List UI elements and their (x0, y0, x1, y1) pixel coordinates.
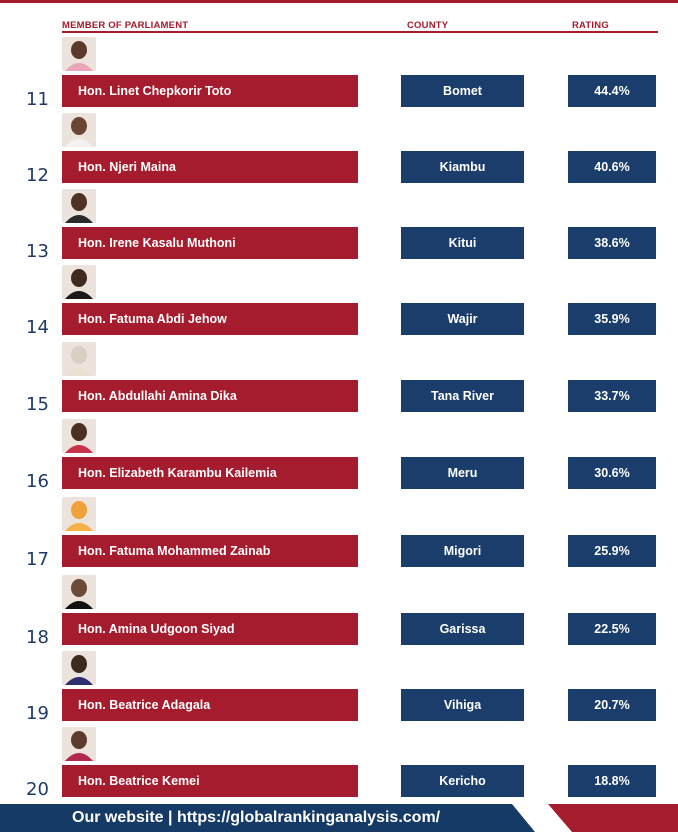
portrait-photo (62, 727, 96, 761)
rank-number: 13 (26, 241, 49, 262)
portrait-photo (62, 189, 96, 223)
county-label: Kericho (401, 765, 524, 797)
header-member: MEMBER OF PARLIAMENT (62, 20, 189, 31)
rating-value: 35.9% (568, 303, 656, 335)
county-label: Wajir (401, 303, 524, 335)
ranking-row (0, 265, 678, 337)
portrait-photo (62, 651, 96, 685)
ranking-row (0, 575, 678, 647)
rank-number: 18 (26, 627, 49, 648)
member-name: Hon. Irene Kasalu Muthoni (62, 227, 358, 259)
county-label: Bomet (401, 75, 524, 107)
rating-value: 30.6% (568, 457, 656, 489)
member-name: Hon. Fatuma Abdi Jehow (62, 303, 358, 335)
member-name: Hon. Elizabeth Karambu Kailemia (62, 457, 358, 489)
ranking-row (0, 727, 678, 799)
member-name: Hon. Abdullahi Amina Dika (62, 380, 358, 412)
rank-number: 15 (26, 394, 49, 415)
ranking-row (0, 37, 678, 109)
header-rating: RATING (572, 20, 609, 31)
rank-number: 17 (26, 549, 49, 570)
rank-number: 16 (26, 471, 49, 492)
ranking-row (0, 113, 678, 185)
rank-number: 14 (26, 317, 49, 338)
rating-value: 44.4% (568, 75, 656, 107)
portrait-photo (62, 497, 96, 531)
county-label: Kiambu (401, 151, 524, 183)
member-name: Hon. Beatrice Kemei (62, 765, 358, 797)
rating-value: 22.5% (568, 613, 656, 645)
rating-value: 20.7% (568, 689, 656, 721)
county-label: Garissa (401, 613, 524, 645)
ranking-row (0, 497, 678, 569)
member-name: Hon. Beatrice Adagala (62, 689, 358, 721)
footer (0, 804, 678, 832)
rank-number: 19 (26, 703, 49, 724)
member-name: Hon. Amina Udgoon Siyad (62, 613, 358, 645)
portrait-photo (62, 37, 96, 71)
county-label: Migori (401, 535, 524, 567)
ranking-row (0, 419, 678, 491)
rating-value: 33.7% (568, 380, 656, 412)
footer-website-link[interactable]: Our website | https://globalrankinganalysis.com/ (72, 809, 441, 826)
county-label: Tana River (401, 380, 524, 412)
member-name: Hon. Njeri Maina (62, 151, 358, 183)
member-name: Hon. Fatuma Mohammed Zainab (62, 535, 358, 567)
ranking-row (0, 651, 678, 723)
ranking-row (0, 342, 678, 414)
rating-value: 40.6% (568, 151, 656, 183)
rank-number: 12 (26, 165, 49, 186)
portrait-photo (62, 265, 96, 299)
portrait-photo (62, 342, 96, 376)
rating-value: 38.6% (568, 227, 656, 259)
header-county: COUNTY (407, 20, 449, 31)
portrait-photo (62, 419, 96, 453)
portrait-photo (62, 113, 96, 147)
rank-number: 20 (26, 779, 49, 800)
footer-accent (548, 804, 678, 832)
county-label: Meru (401, 457, 524, 489)
rating-value: 25.9% (568, 535, 656, 567)
rank-number: 11 (26, 89, 49, 110)
county-label: Kitui (401, 227, 524, 259)
portrait-photo (62, 575, 96, 609)
ranking-row (0, 189, 678, 261)
rating-value: 18.8% (568, 765, 656, 797)
county-label: Vihiga (401, 689, 524, 721)
member-name: Hon. Linet Chepkorir Toto (62, 75, 358, 107)
